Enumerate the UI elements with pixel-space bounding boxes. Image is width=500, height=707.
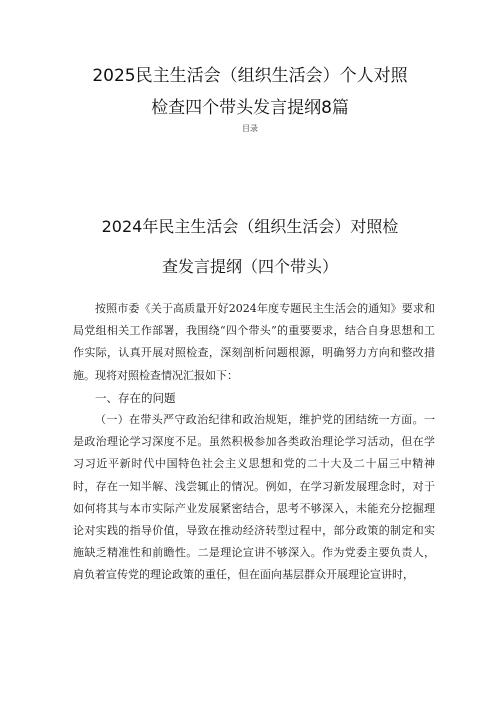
paragraph-political-discipline: （一）在带头严守政治纪律和政治规矩，维护党的团结统一方面。一是政治理论学习深度不足。虽然积极参加各类政治理论学习活动，但在学习习近平新时代中国特色社会主义思想和党的二十大及二十届三中精神时，存在一知半解、浅尝辄止的情况。例如，在学习新发展理念时，对于如何将其与本市实际产业发展紧密结合，思考不够深入，未能充分挖掘理论对实践的指导价值，导致在推动经济转型过程中，部分政策的制定和实施缺乏精准性和前瞻性。二是理论宣讲不够深入。作为党委主要负责人，肩负着宣传党的理论政策的重任，但在面向基层群众开展理论宣讲时， [73,413,435,582]
document-title-line-2: 检查四个带头发言提纲8篇 [151,98,349,118]
section-title-line-1: 2024年民主生活会（组织生活会）对照检 [101,217,399,236]
toc-label: 目录 [242,124,258,133]
intro-paragraph: 按照市委《关于高质量开好2024年度专题民主生活会的通知》要求和局党组相关工作部署，我围绕“四个带头”的重要要求，结合自身思想和工作实际，认真开展对照检查，深刻剖析问题根源，明确努力方向和整改措施。现将对照检查情况汇报如下： [73,302,435,382]
section-heading-problems: 一、存在的问题 [95,390,176,405]
body-text [73,298,435,587]
document-title-line-1: 2025民主生活会（组织生活会）个人对照 [92,66,408,86]
section-title-line-2: 查发言提纲（四个带头） [161,257,338,276]
